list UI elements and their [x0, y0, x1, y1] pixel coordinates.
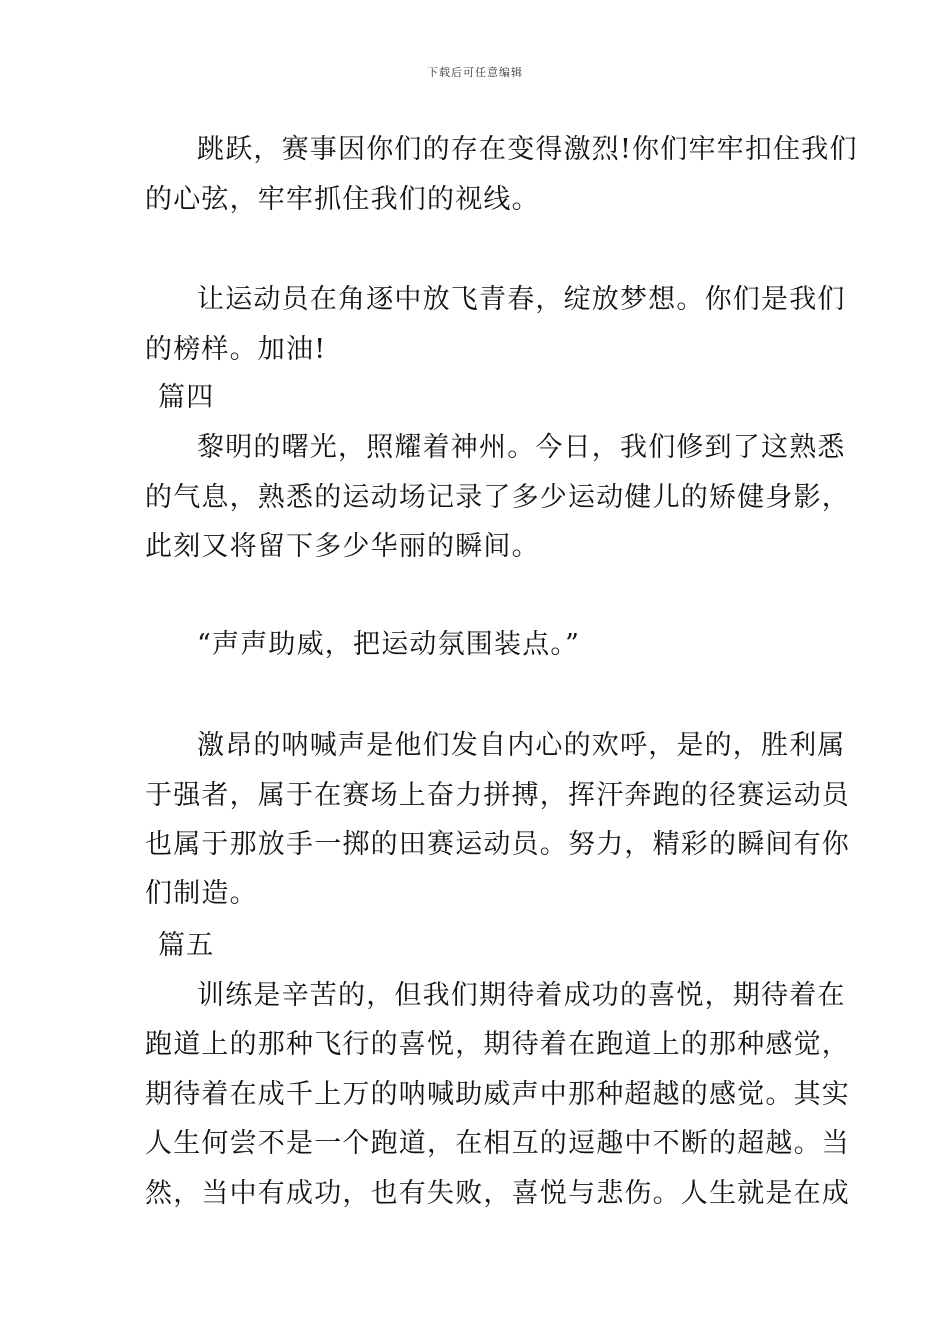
paragraph-line: 然，当中有成功，也有失败，喜悦与悲伤。人生就是在成	[145, 1178, 850, 1209]
paragraph-line: “声声助威，把运动氛围装点。”	[197, 629, 581, 660]
paragraph-line: 也属于那放手一掷的田赛运动员。努力，精彩的瞬间有你	[145, 829, 850, 860]
paragraph-line: 训练是辛苦的，但我们期待着成功的喜悦，期待着在	[197, 980, 846, 1011]
paragraph-line: 激昂的呐喊声是他们发自内心的欢呼，是的，胜利属	[197, 730, 846, 761]
paragraph-line: 的气息，熟悉的运动场记录了多少运动健儿的矫健身影，	[145, 482, 850, 513]
paragraph-line: 期待着在成千上万的呐喊助威声中那种超越的感觉。其实	[145, 1079, 850, 1110]
paragraph-line: 们制造。	[145, 878, 258, 909]
paragraph-line: 让运动员在角逐中放飞青春，绽放梦想。你们是我们	[197, 284, 846, 315]
paragraph-line: 跳跃，赛事因你们的存在变得激烈!你们牢牢扣住我们	[197, 134, 858, 165]
paragraph-line: 此刻又将留下多少华丽的瞬间。	[145, 531, 540, 562]
section-heading: 篇五	[158, 930, 215, 961]
paragraph-line: 黎明的曙光，照耀着神州。今日，我们修到了这熟悉	[197, 432, 846, 463]
paragraph-line: 的榜样。加油!	[145, 334, 327, 365]
page-header: 下载后可任意编辑	[427, 66, 523, 79]
paragraph-line: 人生何尝不是一个跑道，在相互的逗趣中不断的超越。当	[145, 1128, 850, 1159]
section-heading: 篇四	[158, 382, 215, 413]
paragraph-line: 于强者，属于在赛场上奋力拼搏，挥汗奔跑的径赛运动员	[145, 780, 850, 811]
paragraph-line: 跑道上的那种飞行的喜悦，期待着在跑道上的那种感觉，	[145, 1029, 850, 1060]
paragraph-line: 的心弦，牢牢抓住我们的视线。	[145, 184, 540, 215]
